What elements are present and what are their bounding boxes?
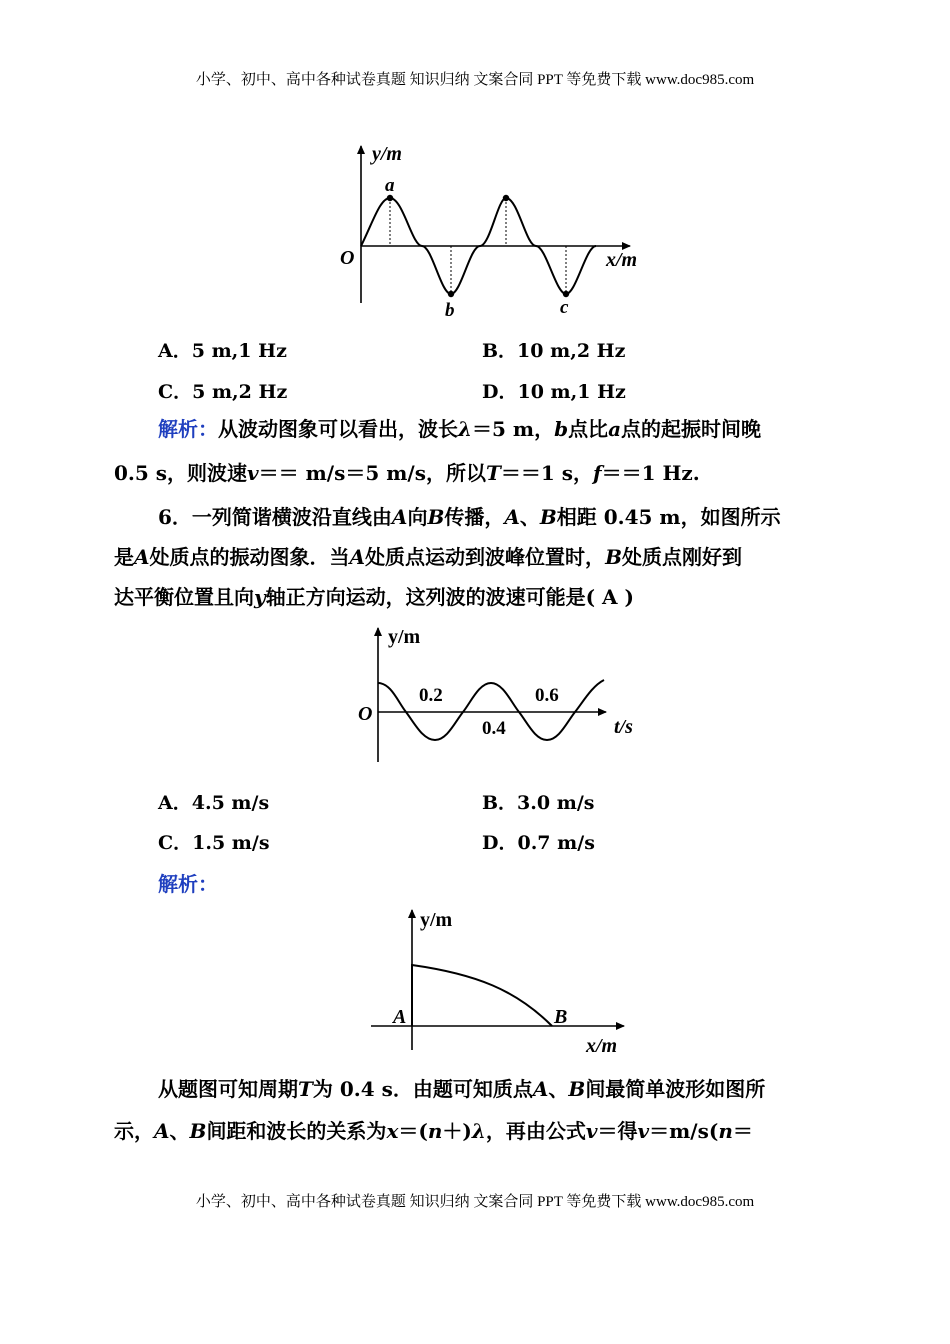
q5-solution-line1: 解析：从波动图象可以看出，波长λ＝5 m，b点比a点的起振时间晚 (158, 417, 762, 441)
q6-option-b: B．3.0 m/s (482, 792, 595, 814)
page-header: 小学、初中、高中各种试卷真题 知识归纳 文案合同 PPT 等免费下载 www.doc985.com (195, 72, 755, 88)
vibration-graph-figure (348, 622, 648, 767)
point-c-label: c (560, 297, 569, 318)
y-axis-label: y/m (388, 626, 421, 648)
q5-option-b: B．10 m,2 Hz (482, 340, 626, 362)
q6-option-d: D．0.7 m/s (482, 832, 595, 854)
point-b-label: b (445, 300, 455, 321)
q5-option-d: D．10 m,1 Hz (482, 381, 626, 403)
q6-solution-label: 解析： (158, 872, 218, 896)
x-axis-label: x/m (586, 1035, 618, 1057)
tick-0-2: 0.2 (419, 685, 443, 706)
waveform-curve (412, 965, 552, 1026)
q6-line2: 是A处质点的振动图象．当A处质点运动到波峰位置时，B处质点刚好到 (114, 545, 742, 569)
tick-0-4: 0.4 (482, 718, 506, 739)
x-axis-label: x/m (606, 249, 638, 271)
q5-solution-line2: 0.5 s，则波速v＝＝ m/s＝5 m/s，所以T＝＝1 s，f＝＝1 Hz. (114, 461, 700, 485)
q6-line1: 6．一列简谐横波沿直线由A向B传播，A、B相距 0.45 m，如图所示 (158, 505, 781, 529)
q6-option-a: A．4.5 m/s (158, 792, 270, 814)
y-axis-label: y/m (420, 909, 453, 931)
y-axis-label: y/m (372, 143, 402, 165)
t-axis-label: t/s (614, 716, 633, 738)
q6-line3: 达平衡位置且向y轴正方向运动，这列波的波速可能是( A ) (114, 585, 634, 609)
q6-option-c: C．1.5 m/s (158, 832, 270, 854)
wave-graph-figure (330, 138, 650, 323)
point-a-label: a (385, 175, 395, 196)
point-a-label: A (393, 1006, 407, 1028)
page-footer: 小学、初中、高中各种试卷真题 知识归纳 文案合同 PPT 等免费下载 www.doc985.com (195, 1194, 755, 1210)
q5-option-a: A．5 m,1 Hz (158, 340, 287, 362)
ab-waveform-figure (366, 902, 636, 1062)
q6-solution-line1: 从题图可知周期T为 0.4 s．由题可知质点A、B间最简单波形如图所 (158, 1077, 766, 1101)
point-b-label: B (554, 1006, 568, 1028)
tick-0-6: 0.6 (535, 685, 559, 706)
q6-solution-line2: 示，A、B间距和波长的关系为x＝(n＋)λ，再由公式v＝得v＝m/s(n＝ (114, 1119, 753, 1143)
origin-label: O (358, 703, 373, 725)
q5-option-c: C．5 m,2 Hz (158, 381, 288, 403)
origin-label: O (340, 247, 355, 269)
